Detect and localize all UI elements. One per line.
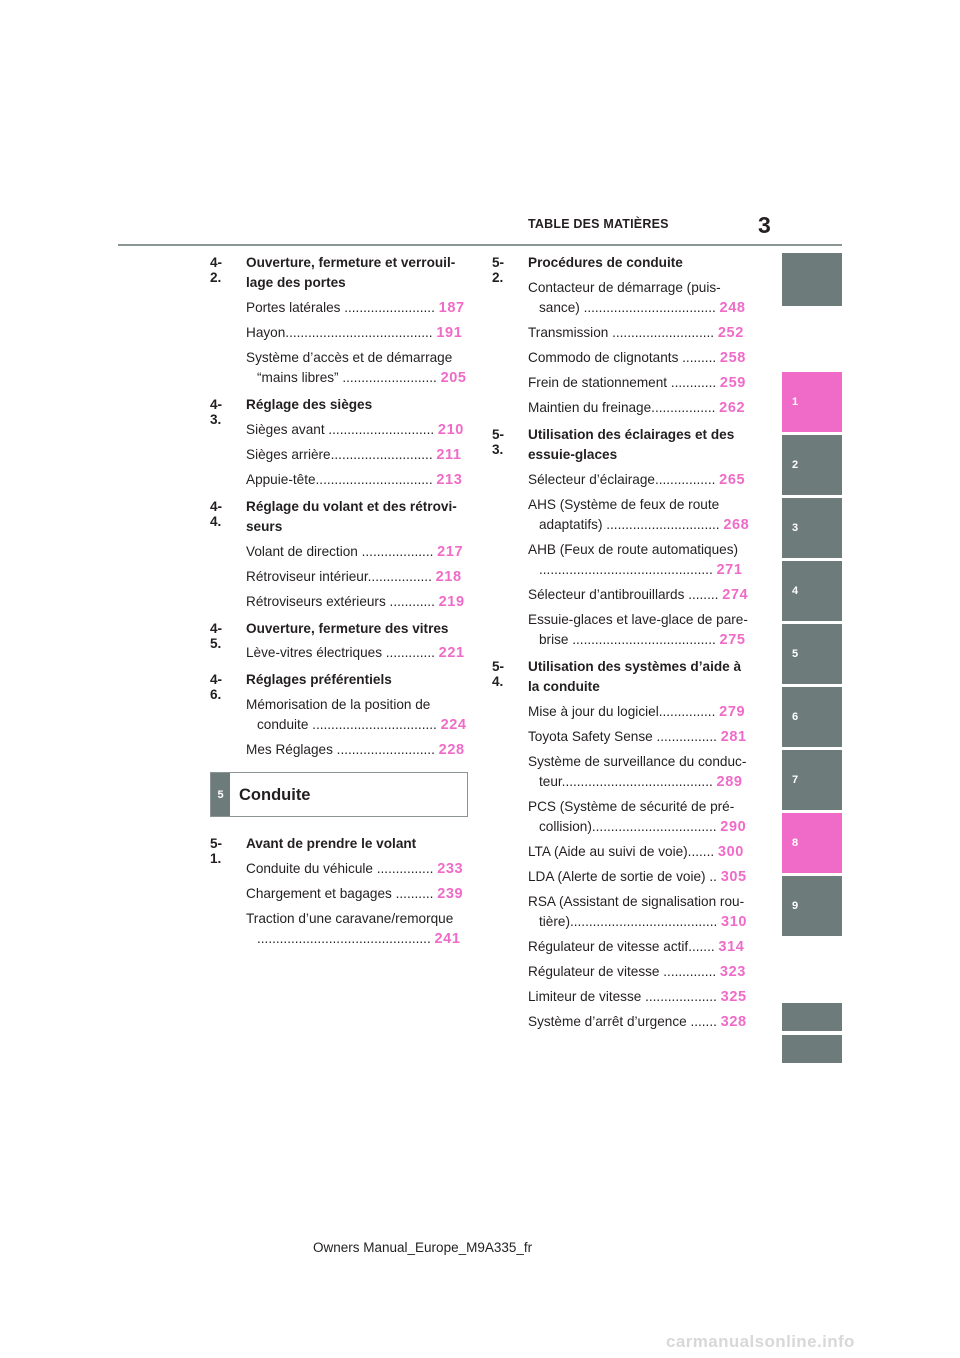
toc-entry[interactable]: Sélecteur d’éclairage................ 265 (528, 472, 746, 488)
chapter-heading-box[interactable] (210, 772, 468, 817)
toc-entry[interactable]: Régulateur de vitesse .............. 323 (528, 964, 746, 980)
side-tab-blank[interactable] (782, 1035, 842, 1063)
toc-entry[interactable]: LTA (Aide au suivi de voie)....... 300 (528, 844, 744, 860)
toc-entry[interactable]: Mémorisation de la position de (246, 697, 431, 712)
toc-entry-continued[interactable]: teur........................................ 289 (539, 774, 743, 790)
toc-entry[interactable]: RSA (Assistant de signalisation rou- (528, 894, 745, 909)
toc-entry[interactable]: Volant de direction ................... 217 (246, 544, 464, 560)
side-tab-9[interactable]: 9 (782, 876, 842, 936)
toc-entry-continued[interactable]: collision)................................. 290 (539, 819, 747, 835)
side-tab-5[interactable]: 5 (782, 624, 842, 684)
side-tab-2[interactable]: 2 (782, 435, 842, 495)
side-tab-3[interactable]: 3 (782, 498, 842, 558)
toc-entry[interactable]: Maintien du freinage................. 262 (528, 400, 746, 416)
toc-entry-continued[interactable]: brise ...................................... 275 (539, 632, 746, 648)
toc-entry[interactable]: Rétroviseurs extérieurs ............ 219 (246, 594, 465, 610)
side-tab-6[interactable]: 6 (782, 687, 842, 747)
toc-entry[interactable]: Frein de stationnement ............ 259 (528, 375, 746, 391)
side-tab-1[interactable]: 1 (782, 372, 842, 432)
watermark: carmanualsonline.info (666, 1332, 855, 1351)
toc-entry[interactable]: LDA (Alerte de sortie de voie) .. 305 (528, 869, 747, 885)
toc-entry[interactable]: Conduite du véhicule ............... 233 (246, 861, 464, 877)
toc-entry[interactable]: Système d’arrêt d’urgence ....... 328 (528, 1014, 747, 1030)
footer-text: Owners Manual_Europe_M9A335_fr (313, 1240, 533, 1255)
toc-entry[interactable]: Mes Réglages .......................... 228 (246, 742, 465, 758)
toc-entry[interactable]: Sièges arrière........................... 211 (246, 447, 462, 463)
toc-entry[interactable]: AHS (Système de feux de route (528, 497, 720, 512)
toc-entry[interactable]: Portes latérales ........................ 187 (246, 300, 465, 316)
header-rule (118, 244, 842, 246)
toc-entry[interactable]: Essuie-glaces et lave-glace de pare- (528, 612, 748, 627)
toc-entry-continued[interactable]: tière)....................................... 310 (539, 914, 748, 930)
toc-entry-continued[interactable]: sance) ................................... 248 (539, 300, 746, 316)
chapter-title: Conduite (239, 786, 311, 804)
toc-entry[interactable]: Régulateur de vitesse actif....... 314 (528, 939, 745, 955)
toc-entry[interactable]: Hayon....................................... 191 (246, 325, 463, 341)
toc-entry[interactable]: Commodo de clignotants ......... 258 (528, 350, 746, 366)
side-tab-8[interactable]: 8 (782, 813, 842, 873)
toc-entry-continued[interactable]: adaptatifs) .............................. 268 (539, 517, 750, 533)
toc-entry[interactable]: Limiteur de vitesse ................... 325 (528, 989, 747, 1005)
toc-entry-continued[interactable]: conduite ................................. 224 (257, 717, 467, 733)
toc-entry-continued[interactable]: .............................................. 271 (539, 562, 743, 578)
toc-entry[interactable]: Lève-vitres électriques ............. 221 (246, 645, 465, 661)
toc-entry[interactable]: Transmission ........................... 252 (528, 325, 744, 341)
toc-entry[interactable]: Sièges avant ............................ 210 (246, 422, 464, 438)
chapter-number-tab: 5 (211, 773, 230, 816)
toc-entry[interactable]: Système de surveillance du conduc- (528, 754, 747, 769)
toc-entry-continued[interactable]: .............................................. 241 (257, 931, 461, 947)
page-number: 3 (758, 212, 771, 238)
toc-entry[interactable]: PCS (Système de sécurité de pré- (528, 799, 735, 814)
side-tab-4[interactable]: 4 (782, 561, 842, 621)
toc-entry[interactable]: Rétroviseur intérieur................. 218 (246, 569, 462, 585)
toc-entry[interactable]: Sélecteur d’antibrouillards ........ 274 (528, 587, 749, 603)
toc-entry-continued[interactable]: “mains libres” ......................... 205 (257, 370, 467, 386)
toc-entry[interactable]: Appuie-tête............................... 213 (246, 472, 463, 488)
toc-entry[interactable]: Système d’accès et de démarrage (246, 350, 453, 365)
toc-entry[interactable]: Toyota Safety Sense ................ 281 (528, 729, 747, 745)
toc-entry[interactable]: AHB (Feux de route automatiques) (528, 542, 739, 557)
toc-entry[interactable]: Traction d’une caravane/remorque (246, 911, 454, 926)
toc-entry[interactable]: Contacteur de démarrage (puis- (528, 280, 721, 295)
toc-entry[interactable]: Mise à jour du logiciel............... 279 (528, 704, 746, 720)
side-tab-blank[interactable] (782, 253, 842, 306)
header-title: TABLE DES MATIÈRES (528, 217, 669, 231)
side-tab-blank[interactable] (782, 1003, 842, 1031)
toc-entry[interactable]: Chargement et bagages .......... 239 (246, 886, 464, 902)
side-tab-7[interactable]: 7 (782, 750, 842, 810)
